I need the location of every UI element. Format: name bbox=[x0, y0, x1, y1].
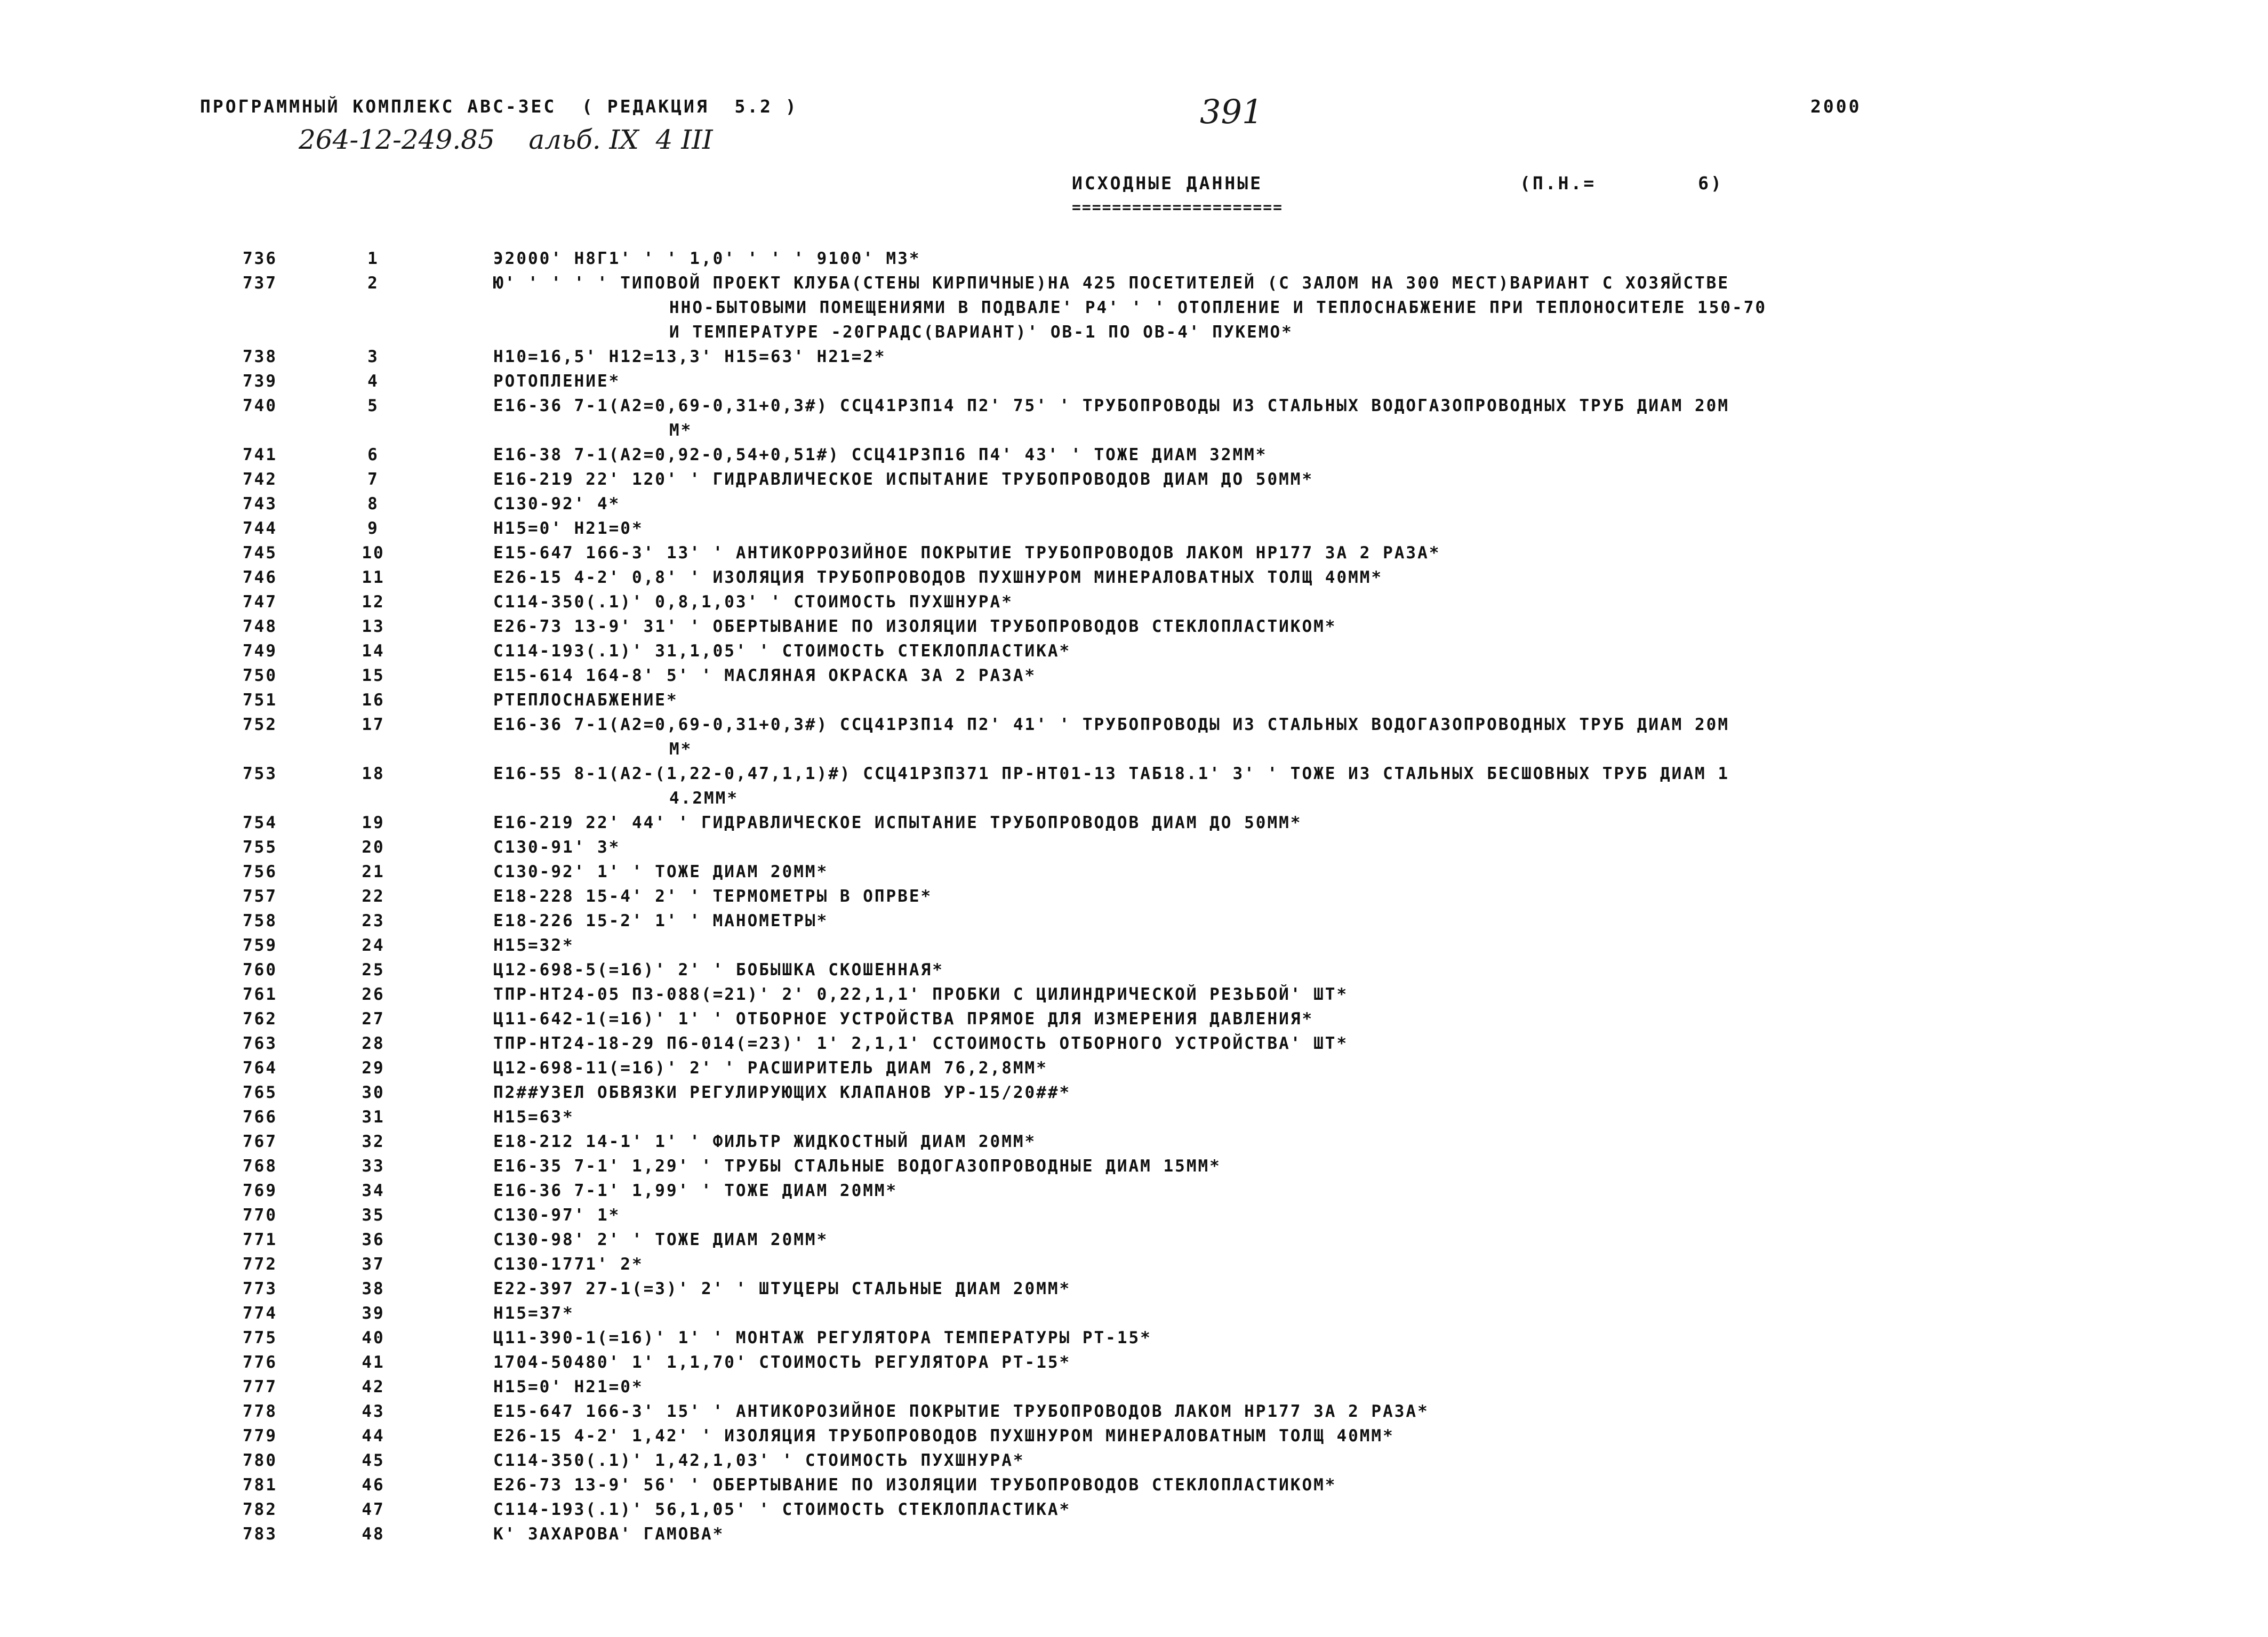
record-text bbox=[493, 1203, 2114, 1227]
record-index: 44 bbox=[362, 1426, 385, 1446]
record-text-line: Ц11-390-1(=16)' 1' ' МОНТАЖ РЕГУЛЯТОРА ТЕМПЕРАТУРЫ РТ-15* bbox=[493, 1328, 1152, 1347]
listing-row bbox=[0, 1399, 2268, 1424]
listing-row bbox=[0, 1522, 2268, 1546]
record-text bbox=[493, 688, 2114, 712]
record-index: 47 bbox=[362, 1500, 385, 1519]
line-number: 765 bbox=[243, 1083, 277, 1102]
record-index: 24 bbox=[362, 936, 385, 955]
record-text bbox=[493, 933, 2114, 958]
record-index: 46 bbox=[362, 1475, 385, 1495]
line-number: 753 bbox=[243, 764, 277, 783]
record-text bbox=[493, 1227, 2114, 1252]
listing-row bbox=[0, 1301, 2268, 1326]
listing-row bbox=[0, 712, 2268, 761]
line-number: 741 bbox=[243, 445, 277, 464]
record-text-line: РТЕПЛОСНАБЖЕНИЕ* bbox=[493, 691, 678, 710]
record-index: 37 bbox=[362, 1255, 385, 1274]
record-text bbox=[493, 1326, 2114, 1350]
record-index: 26 bbox=[362, 985, 385, 1004]
record-text bbox=[493, 1277, 2114, 1301]
line-number: 782 bbox=[243, 1500, 277, 1519]
record-text bbox=[493, 811, 2114, 835]
record-index: 7 bbox=[367, 470, 379, 489]
record-text-line: Е26-73 13-9' 31' ' ОБЕРТЫВАНИЕ ПО ИЗОЛЯЦИИ ТРУБОПРОВОДОВ СТЕКЛОПЛАСТИКОМ* bbox=[493, 617, 1337, 636]
record-index: 15 bbox=[362, 666, 385, 685]
listing-row bbox=[0, 1277, 2268, 1301]
record-text-line: С130-1771' 2* bbox=[493, 1255, 644, 1274]
record-text-line: Е18-228 15-4' 2' ' ТЕРМОМЕТРЫ В ОПРВЕ* bbox=[493, 887, 933, 906]
document-code: 2000 bbox=[1810, 96, 1862, 117]
line-number: 767 bbox=[243, 1132, 277, 1151]
record-index: 23 bbox=[362, 911, 385, 930]
record-index: 5 bbox=[367, 396, 379, 415]
listing-row bbox=[0, 246, 2268, 271]
page-number: 391 bbox=[1200, 92, 1263, 131]
record-text-line: Е26-15 4-2' 1,42' ' ИЗОЛЯЦИЯ ТРУБОПРОВОДОВ ПУХШНУРОМ МИНЕРАЛОВАТНЫМ ТОЛЩ 40ММ* bbox=[493, 1426, 1395, 1446]
record-index: 21 bbox=[362, 862, 385, 881]
record-continuation-line: И ТЕМПЕРАТУРЕ -20ГРАДС(ВАРИАНТ)' ОВ-1 ПО ОВ-4' ПУКЕМО* bbox=[669, 323, 1293, 342]
record-text bbox=[493, 884, 2114, 909]
line-number: 768 bbox=[243, 1157, 277, 1176]
record-text-line: Е18-212 14-1' 1' ' ФИЛЬТР ЖИДКОСТНЫЙ ДИАМ 20ММ* bbox=[493, 1132, 1037, 1151]
line-number: 739 bbox=[243, 372, 277, 391]
record-text-line: Е16-36 7-1(А2=0,69-0,31+0,3#) ССЦ41Р3П14 П2' 75' ' ТРУБОПРОВОДЫ ИЗ СТАЛЬНЫХ ВОДОГАЗОПРОВОДНЫХ ТРУБ ДИАМ 20М bbox=[493, 396, 1730, 415]
record-index: 36 bbox=[362, 1230, 385, 1249]
record-index: 41 bbox=[362, 1353, 385, 1372]
record-continuation-line: М* bbox=[669, 421, 693, 440]
record-text-line: Н15=63* bbox=[493, 1108, 574, 1127]
line-number: 736 bbox=[243, 249, 277, 268]
listing-row bbox=[0, 1350, 2268, 1375]
record-text-line: Е26-15 4-2' 0,8' ' ИЗОЛЯЦИЯ ТРУБОПРОВОДОВ ПУХШНУРОМ МИНЕРАЛОВАТНЫХ ТОЛЩ 40ММ* bbox=[493, 568, 1383, 587]
record-index: 42 bbox=[362, 1377, 385, 1397]
record-index: 19 bbox=[362, 813, 385, 832]
record-index: 10 bbox=[362, 543, 385, 563]
record-text-line: С114-350(.1)' 1,42,1,03' ' СТОИМОСТЬ ПУХШНУРА* bbox=[493, 1451, 1025, 1470]
record-text-line: Е26-73 13-9' 56' ' ОБЕРТЫВАНИЕ ПО ИЗОЛЯЦИИ ТРУБОПРОВОДОВ СТЕКЛОПЛАСТИКОМ* bbox=[493, 1475, 1337, 1495]
record-text bbox=[493, 565, 2114, 590]
line-number: 777 bbox=[243, 1377, 277, 1397]
section-pn: (П.Н.= 6) bbox=[1520, 173, 1724, 194]
line-number: 780 bbox=[243, 1451, 277, 1470]
record-text bbox=[493, 1105, 2114, 1129]
line-number: 769 bbox=[243, 1181, 277, 1200]
record-text-line: Э2000' Н8Г1' ' ' 1,0' ' ' ' 9100' МЗ* bbox=[493, 249, 921, 268]
record-text bbox=[493, 1522, 2114, 1546]
record-text-line: ТПР-НТ24-18-29 П6-014(=23)' 1' 2,1,1' ССТОИМОСТЬ ОТБОРНОГО УСТРОЙСТВА' ШТ* bbox=[493, 1034, 1349, 1053]
line-number: 761 bbox=[243, 985, 277, 1004]
listing-row bbox=[0, 1007, 2268, 1031]
record-index: 8 bbox=[367, 494, 379, 513]
record-text-line: С114-350(.1)' 0,8,1,03' ' СТОИМОСТЬ ПУХШНУРА* bbox=[493, 592, 1013, 612]
record-text-line: Е16-219 22' 120' ' ГИДРАВЛИЧЕСКОЕ ИСПЫТАНИЕ ТРУБОПРОВОДОВ ДИАМ ДО 50ММ* bbox=[493, 470, 1314, 489]
line-number: 754 bbox=[243, 813, 277, 832]
record-index: 29 bbox=[362, 1058, 385, 1078]
listing-row bbox=[0, 1105, 2268, 1129]
record-index: 13 bbox=[362, 617, 385, 636]
listing-row bbox=[0, 688, 2268, 712]
record-text-line: Е15-647 166-3' 15' ' АНТИКОРОЗИЙНОЕ ПОКРЫТИЕ ТРУБОПРОВОДОВ ЛАКОМ НР177 ЗА 2 РАЗА* bbox=[493, 1402, 1429, 1421]
record-text-line: Е18-226 15-2' 1' ' МАНОМЕТРЫ* bbox=[493, 911, 829, 930]
line-number: 748 bbox=[243, 617, 277, 636]
listing-row bbox=[0, 1227, 2268, 1252]
record-text bbox=[493, 590, 2114, 614]
record-text-line: С130-92' 4* bbox=[493, 494, 621, 513]
record-text bbox=[493, 982, 2114, 1007]
record-text-line: К' ЗАХАРОВА' ГАМОВА* bbox=[493, 1524, 725, 1544]
listing-row bbox=[0, 1448, 2268, 1473]
record-text-line: РОТОПЛЕНИЕ* bbox=[493, 372, 621, 391]
record-text-line: Н10=16,5' Н12=13,3' Н15=63' Н21=2* bbox=[493, 347, 886, 366]
record-text-line: Е16-38 7-1(А2=0,92-0,54+0,51#) ССЦ41Р3П16 П4' 43' ' ТОЖЕ ДИАМ 32ММ* bbox=[493, 445, 1268, 464]
record-text bbox=[493, 492, 2114, 516]
record-text-line: С130-98' 2' ' ТОЖЕ ДИАМ 20ММ* bbox=[493, 1230, 829, 1249]
line-number: 763 bbox=[243, 1034, 277, 1053]
line-number: 783 bbox=[243, 1524, 277, 1544]
listing-row bbox=[0, 1424, 2268, 1448]
line-number: 760 bbox=[243, 960, 277, 980]
record-text-line: Ю' ' ' ' ' ТИПОВОЙ ПРОЕКТ КЛУБА(СТЕНЫ КИРПИЧНЫЕ)НА 425 ПОСЕТИТЕЛЕЙ (С ЗАЛОМ НА 300 МЕСТ)ВАРИАНТ С ХОЗЯЙСТВЕ bbox=[493, 274, 1730, 293]
record-index: 11 bbox=[362, 568, 385, 587]
listing-row bbox=[0, 614, 2268, 639]
record-text bbox=[493, 1252, 2114, 1277]
line-number: 752 bbox=[243, 715, 277, 734]
listing-row bbox=[0, 1031, 2268, 1056]
record-index: 6 bbox=[367, 445, 379, 464]
record-text-line: С114-193(.1)' 56,1,05' ' СТОИМОСТЬ СТЕКЛОПЛАСТИКА* bbox=[493, 1500, 1071, 1519]
listing-row bbox=[0, 590, 2268, 614]
line-number: 745 bbox=[243, 543, 277, 563]
listing-row bbox=[0, 492, 2268, 516]
record-text bbox=[493, 860, 2114, 884]
record-text-line: Е16-55 8-1(А2-(1,22-0,47,1,1)#) ССЦ41Р3П371 ПР-НТ01-13 ТАБ18.1' 3' ' ТОЖЕ ИЗ СТАЛЬНЫХ БЕСШОВНЫХ ТРУБ ДИАМ 1 bbox=[493, 764, 1730, 783]
line-number: 744 bbox=[243, 519, 277, 538]
listing-row bbox=[0, 565, 2268, 590]
record-index: 28 bbox=[362, 1034, 385, 1053]
record-index: 14 bbox=[362, 641, 385, 661]
record-text bbox=[493, 541, 2114, 565]
listing-row bbox=[0, 344, 2268, 369]
line-number: 778 bbox=[243, 1402, 277, 1421]
line-number: 743 bbox=[243, 494, 277, 513]
line-number: 757 bbox=[243, 887, 277, 906]
line-number: 766 bbox=[243, 1108, 277, 1127]
record-text bbox=[493, 1301, 2114, 1326]
line-number: 758 bbox=[243, 911, 277, 930]
record-text-line: 1704-50480' 1' 1,1,70' СТОИМОСТЬ РЕГУЛЯТОРА РТ-15* bbox=[493, 1353, 1071, 1372]
listing-row bbox=[0, 1154, 2268, 1178]
line-number: 762 bbox=[243, 1009, 277, 1029]
record-text-line: Е16-36 7-1' 1,99' ' ТОЖЕ ДИАМ 20ММ* bbox=[493, 1181, 898, 1200]
record-text-line: Н15=37* bbox=[493, 1304, 574, 1323]
record-index: 4 bbox=[367, 372, 379, 391]
record-text-line: Е16-35 7-1' 1,29' ' ТРУБЫ СТАЛЬНЫЕ ВОДОГАЗОПРОВОДНЫЕ ДИАМ 15ММ* bbox=[493, 1157, 1221, 1176]
record-text bbox=[493, 761, 2114, 811]
section-title-underline: ===================== bbox=[1072, 198, 1284, 216]
record-text bbox=[493, 663, 2114, 688]
record-text-line: Н15=0' Н21=0* bbox=[493, 519, 644, 538]
record-text bbox=[493, 1497, 2114, 1522]
listing-row bbox=[0, 271, 2268, 344]
line-number: 738 bbox=[243, 347, 277, 366]
listing-row bbox=[0, 639, 2268, 663]
line-number: 772 bbox=[243, 1255, 277, 1274]
record-text-line: Ц12-698-5(=16)' 2' ' БОБЫШКА СКОШЕННАЯ* bbox=[493, 960, 944, 980]
record-text bbox=[493, 1031, 2114, 1056]
line-number: 749 bbox=[243, 641, 277, 661]
record-text bbox=[493, 1448, 2114, 1473]
record-text bbox=[493, 1350, 2114, 1375]
record-text bbox=[493, 516, 2114, 541]
record-text bbox=[493, 271, 2114, 344]
record-text-line: С114-193(.1)' 31,1,05' ' СТОИМОСТЬ СТЕКЛОПЛАСТИКА* bbox=[493, 641, 1071, 661]
line-number: 755 bbox=[243, 838, 277, 857]
record-continuation-line: ННО-БЫТОВЫМИ ПОМЕЩЕНИЯМИ В ПОДВАЛЕ' Р4' ' ' ОТОПЛЕНИЕ И ТЕПЛОСНАБЖЕНИЕ ПРИ ТЕПЛОНОСИТЕЛЕ 150-70 bbox=[669, 298, 1767, 317]
record-index: 33 bbox=[362, 1157, 385, 1176]
record-text-line: С130-97' 1* bbox=[493, 1206, 621, 1225]
line-number: 774 bbox=[243, 1304, 277, 1323]
record-continuation-line: М* bbox=[669, 740, 693, 759]
record-index: 18 bbox=[362, 764, 385, 783]
record-text bbox=[493, 958, 2114, 982]
line-number: 751 bbox=[243, 691, 277, 710]
record-index: 34 bbox=[362, 1181, 385, 1200]
line-number: 759 bbox=[243, 936, 277, 955]
listing-row bbox=[0, 394, 2268, 443]
record-index: 17 bbox=[362, 715, 385, 734]
record-index: 35 bbox=[362, 1206, 385, 1225]
listing-row bbox=[0, 443, 2268, 467]
listing-row bbox=[0, 1375, 2268, 1399]
listing-row bbox=[0, 835, 2268, 860]
listing-row bbox=[0, 516, 2268, 541]
listing-row bbox=[0, 541, 2268, 565]
record-index: 38 bbox=[362, 1279, 385, 1298]
record-text bbox=[493, 443, 2114, 467]
record-index: 12 bbox=[362, 592, 385, 612]
record-text bbox=[493, 369, 2114, 394]
record-text bbox=[493, 1473, 2114, 1497]
line-number: 775 bbox=[243, 1328, 277, 1347]
line-number: 737 bbox=[243, 274, 277, 293]
listing-row bbox=[0, 982, 2268, 1007]
record-text-line: Е15-614 164-8' 5' ' МАСЛЯНАЯ ОКРАСКА ЗА 2 РАЗА* bbox=[493, 666, 1037, 685]
record-text bbox=[493, 1399, 2114, 1424]
record-text bbox=[493, 639, 2114, 663]
line-number: 742 bbox=[243, 470, 277, 489]
record-text bbox=[493, 1056, 2114, 1080]
record-index: 20 bbox=[362, 838, 385, 857]
line-number: 747 bbox=[243, 592, 277, 612]
record-index: 9 bbox=[367, 519, 379, 538]
record-text-line: Е22-397 27-1(=3)' 2' ' ШТУЦЕРЫ СТАЛЬНЫЕ ДИАМ 20ММ* bbox=[493, 1279, 1071, 1298]
listing-row bbox=[0, 1326, 2268, 1350]
record-index: 16 bbox=[362, 691, 385, 710]
listing-row bbox=[0, 1252, 2268, 1277]
record-index: 39 bbox=[362, 1304, 385, 1323]
record-text-line: ТПР-НТ24-05 П3-088(=21)' 2' 0,22,1,1' ПРОБКИ С ЦИЛИНДРИЧЕСКОЙ РЕЗЬБОЙ' ШТ* bbox=[493, 985, 1349, 1004]
record-text-line: Н15=32* bbox=[493, 936, 574, 955]
line-number: 764 bbox=[243, 1058, 277, 1078]
record-text bbox=[493, 1129, 2114, 1154]
record-text-line: Ц11-642-1(=16)' 1' ' ОТБОРНОЕ УСТРОЙСТВА ПРЯМОЕ ДЛЯ ИЗМЕРЕНИЯ ДАВЛЕНИЯ* bbox=[493, 1009, 1314, 1029]
listing-row bbox=[0, 1497, 2268, 1522]
listing-row bbox=[0, 958, 2268, 982]
listing-row bbox=[0, 467, 2268, 492]
record-text-line: Н15=0' Н21=0* bbox=[493, 1377, 644, 1397]
record-text bbox=[493, 835, 2114, 860]
record-text bbox=[493, 1424, 2114, 1448]
line-number: 746 bbox=[243, 568, 277, 587]
record-text bbox=[493, 394, 2114, 443]
record-text bbox=[493, 1375, 2114, 1399]
record-index: 43 bbox=[362, 1402, 385, 1421]
record-text-line: С130-91' 3* bbox=[493, 838, 621, 857]
record-index: 30 bbox=[362, 1083, 385, 1102]
record-text bbox=[493, 1007, 2114, 1031]
record-text bbox=[493, 344, 2114, 369]
listing-row bbox=[0, 761, 2268, 811]
listing-row bbox=[0, 1056, 2268, 1080]
listing-row bbox=[0, 1129, 2268, 1154]
listing-row bbox=[0, 369, 2268, 394]
line-number: 770 bbox=[243, 1206, 277, 1225]
section-title: ИСХОДНЫЕ ДАННЫЕ bbox=[1072, 173, 1263, 194]
record-text-line: Е16-36 7-1(А2=0,69-0,31+0,3#) ССЦ41Р3П14 П2' 41' ' ТРУБОПРОВОДЫ ИЗ СТАЛЬНЫХ ВОДОГАЗОПРОВОДНЫХ ТРУБ ДИАМ 20М bbox=[493, 715, 1730, 734]
record-text-line: Е16-219 22' 44' ' ГИДРАВЛИЧЕСКОЕ ИСПЫТАНИЕ ТРУБОПРОВОДОВ ДИАМ ДО 50ММ* bbox=[493, 813, 1302, 832]
record-text bbox=[493, 712, 2114, 761]
line-number: 771 bbox=[243, 1230, 277, 1249]
handwritten-reference: 264-12-249.85 альб. IX 4 III bbox=[299, 124, 713, 155]
line-number: 750 bbox=[243, 666, 277, 685]
record-text-line: Е15-647 166-3' 13' ' АНТИКОРРОЗИЙНОЕ ПОКРЫТИЕ ТРУБОПРОВОДОВ ЛАКОМ НР177 ЗА 2 РАЗА* bbox=[493, 543, 1441, 563]
record-index: 45 bbox=[362, 1451, 385, 1470]
record-text-line: П2##УЗЕЛ ОБВЯЗКИ РЕГУЛИРУЮЩИХ КЛАПАНОВ УР-15/20##* bbox=[493, 1083, 1071, 1102]
program-header: ПРОГРАММНЫЙ КОМПЛЕКС АВС-ЗЕС ( РЕДАКЦИЯ 5.2 ) bbox=[200, 96, 798, 117]
line-number: 781 bbox=[243, 1475, 277, 1495]
record-index: 25 bbox=[362, 960, 385, 980]
record-index: 22 bbox=[362, 887, 385, 906]
record-index: 3 bbox=[367, 347, 379, 366]
record-index: 1 bbox=[367, 249, 379, 268]
line-number: 756 bbox=[243, 862, 277, 881]
listing-row bbox=[0, 811, 2268, 835]
listing-row bbox=[0, 933, 2268, 958]
listing-row bbox=[0, 1178, 2268, 1203]
line-number: 773 bbox=[243, 1279, 277, 1298]
listing-row bbox=[0, 1203, 2268, 1227]
record-text bbox=[493, 1080, 2114, 1105]
line-number: 779 bbox=[243, 1426, 277, 1446]
record-text-line: Ц12-698-11(=16)' 2' ' РАСШИРИТЕЛЬ ДИАМ 76,2,8ММ* bbox=[493, 1058, 1048, 1078]
line-number: 776 bbox=[243, 1353, 277, 1372]
record-index: 40 bbox=[362, 1328, 385, 1347]
record-text bbox=[493, 909, 2114, 933]
listing-row bbox=[0, 1080, 2268, 1105]
record-continuation-line: 4.2ММ* bbox=[669, 789, 739, 808]
record-text bbox=[493, 1154, 2114, 1178]
record-text bbox=[493, 467, 2114, 492]
record-index: 2 bbox=[367, 274, 379, 293]
record-index: 48 bbox=[362, 1524, 385, 1544]
listing-row bbox=[0, 860, 2268, 884]
line-number: 740 bbox=[243, 396, 277, 415]
record-index: 27 bbox=[362, 1009, 385, 1029]
listing-row bbox=[0, 663, 2268, 688]
listing-row bbox=[0, 909, 2268, 933]
record-text bbox=[493, 614, 2114, 639]
record-text bbox=[493, 246, 2114, 271]
record-index: 31 bbox=[362, 1108, 385, 1127]
record-index: 32 bbox=[362, 1132, 385, 1151]
listing-row bbox=[0, 884, 2268, 909]
data-listing bbox=[0, 246, 2268, 1546]
listing-row bbox=[0, 1473, 2268, 1497]
record-text bbox=[493, 1178, 2114, 1203]
record-text-line: С130-92' 1' ' ТОЖЕ ДИАМ 20ММ* bbox=[493, 862, 829, 881]
